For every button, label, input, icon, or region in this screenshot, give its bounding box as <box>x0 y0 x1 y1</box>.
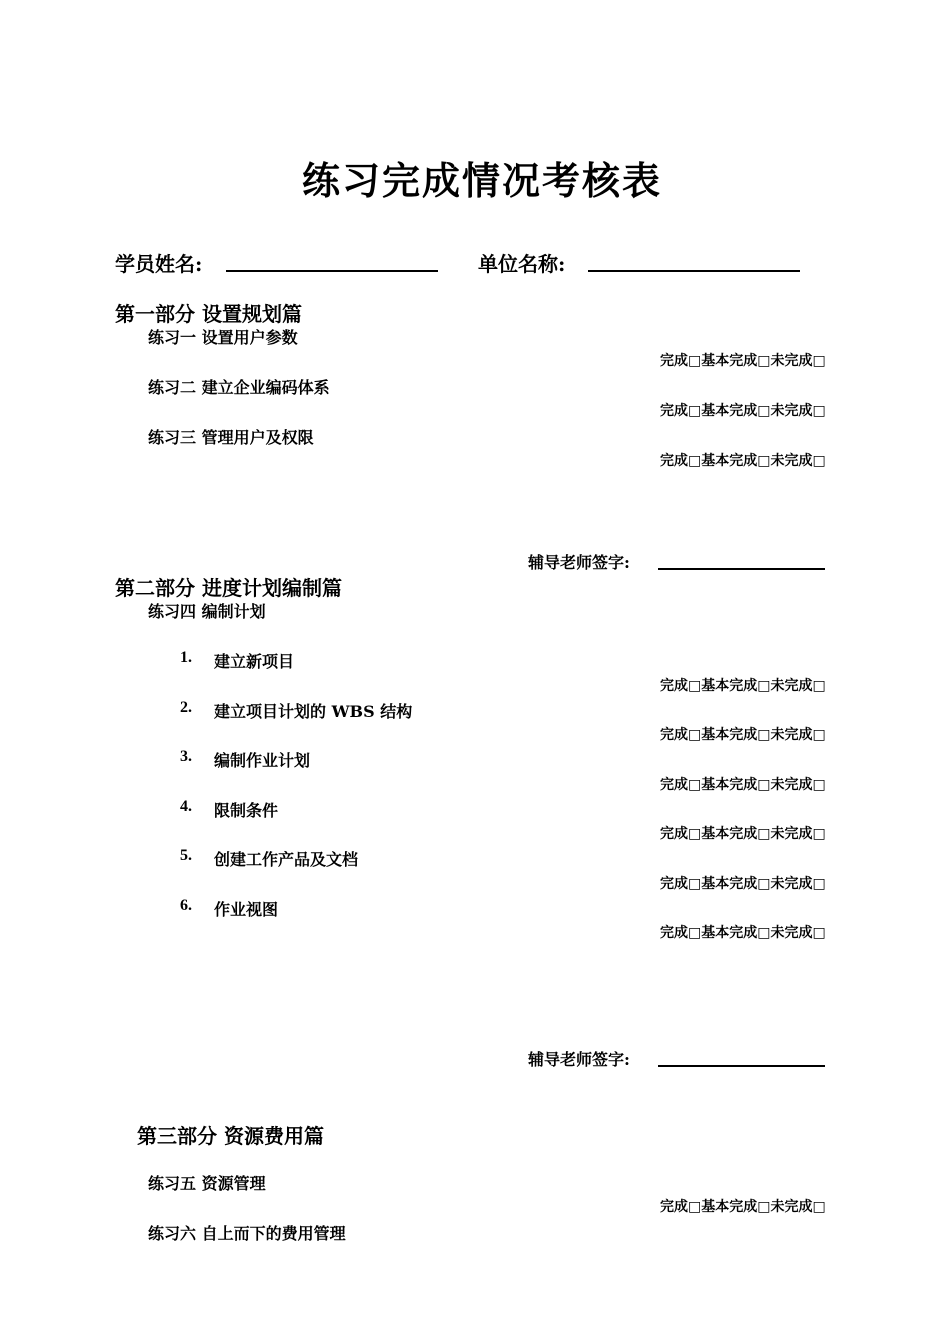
student-name-field[interactable] <box>226 270 438 272</box>
item-number: 2. <box>180 699 192 716</box>
item-number: 6. <box>180 897 192 914</box>
item-label: 作业视图 <box>214 900 279 919</box>
part3-title: 第三部分 资源费用篇 <box>137 1124 324 1148</box>
exercise-4: 练习四 编制计划 <box>148 602 266 621</box>
tutor-sign-label: 辅导老师签字: <box>528 1050 630 1069</box>
part2-title: 第二部分 进度计划编制篇 <box>115 576 342 600</box>
status-checkboxes[interactable]: 完成□基本完成□未完成□ <box>660 876 826 892</box>
unit-name-label: 单位名称: <box>478 252 566 276</box>
item-number: 1. <box>180 649 192 666</box>
status-checkboxes[interactable]: 完成□基本完成□未完成□ <box>660 678 826 694</box>
part1-title: 第一部分 设置规划篇 <box>115 302 302 326</box>
page-title: 练习完成情况考核表 <box>302 158 663 203</box>
exercise-6: 练习六 自上而下的费用管理 <box>148 1224 346 1243</box>
status-checkboxes[interactable]: 完成□基本完成□未完成□ <box>660 453 826 469</box>
student-name-label: 学员姓名: <box>115 252 203 276</box>
item-number: 4. <box>180 798 192 815</box>
item-label: 限制条件 <box>214 801 279 820</box>
status-checkboxes[interactable]: 完成□基本完成□未完成□ <box>660 826 826 842</box>
exercise-5: 练习五 资源管理 <box>148 1174 266 1193</box>
tutor-sign-label: 辅导老师签字: <box>528 553 630 572</box>
tutor-sign-field[interactable] <box>658 1065 825 1067</box>
status-checkboxes[interactable]: 完成□基本完成□未完成□ <box>660 353 826 369</box>
status-checkboxes[interactable]: 完成□基本完成□未完成□ <box>660 777 826 793</box>
item-label: 创建工作产品及文档 <box>214 850 359 869</box>
item-number: 3. <box>180 748 192 765</box>
item-label: 建立新项目 <box>214 652 295 671</box>
exercise-1: 练习一 设置用户参数 <box>148 328 298 347</box>
exercise-2: 练习二 建立企业编码体系 <box>148 378 330 397</box>
status-checkboxes[interactable]: 完成□基本完成□未完成□ <box>660 925 826 941</box>
status-checkboxes[interactable]: 完成□基本完成□未完成□ <box>660 403 826 419</box>
item-label: 建立项目计划的 WBS 结构 <box>214 702 413 721</box>
item-label: 编制作业计划 <box>214 751 311 770</box>
exercise-3: 练习三 管理用户及权限 <box>148 428 314 447</box>
status-checkboxes[interactable]: 完成□基本完成□未完成□ <box>660 1199 826 1215</box>
unit-name-field[interactable] <box>588 270 800 272</box>
tutor-sign-field[interactable] <box>658 568 825 570</box>
status-checkboxes[interactable]: 完成□基本完成□未完成□ <box>660 727 826 743</box>
item-number: 5. <box>180 847 192 864</box>
